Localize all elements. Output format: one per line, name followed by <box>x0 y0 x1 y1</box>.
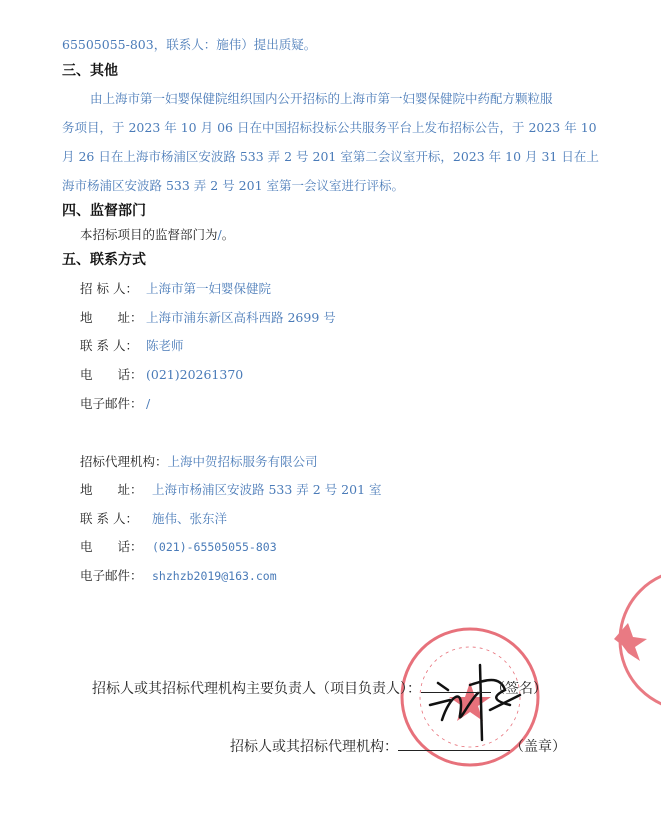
section4-heading: 四、监督部门 <box>62 203 146 219</box>
row-label: 地 址： <box>80 310 143 325</box>
row-value: 上海中贺招标服务有限公司 <box>167 454 318 469</box>
seal-label: 招标人或其招标代理机构： <box>230 739 398 755</box>
signature-suffix: （签名） <box>491 681 547 697</box>
section3-line: 由上海市第一妇婴保健院组织国内公开招标的上海市第一妇婴保健院中药配方颗粒服 <box>90 91 553 106</box>
row-label: 招 标 人： <box>80 281 138 296</box>
section3-heading: 三、其他 <box>62 63 118 79</box>
row-value: (021)-65505055-803 <box>152 540 277 554</box>
signature-blank <box>421 680 491 693</box>
row-value: shzhzb2019@163.com <box>152 569 277 583</box>
seal-suffix: （盖章） <box>510 739 566 755</box>
section4-prefix: 本招标项目的监督部门为 <box>80 227 218 242</box>
section4-value: / <box>217 227 222 242</box>
row-value: (021)20261370 <box>146 367 244 382</box>
row-label: 电子邮件： <box>80 396 143 411</box>
row-label: 电 话： <box>80 539 143 554</box>
seal-line <box>230 736 566 756</box>
agency-name-row <box>80 452 318 470</box>
section4-text <box>80 225 234 243</box>
purchaser-address-row <box>80 308 336 326</box>
row-value: 上海市第一妇婴保健院 <box>146 281 272 296</box>
purchaser-email-row <box>80 394 150 412</box>
signature-line <box>92 678 547 698</box>
section4-suffix: 。 <box>221 227 235 242</box>
agency-address-row <box>80 480 382 498</box>
row-value: 上海市杨浦区安波路 533 弄 2 号 201 室 <box>152 482 382 497</box>
purchaser-phone-row <box>80 365 243 383</box>
section5-heading: 五、联系方式 <box>62 252 146 268</box>
row-label: 地 址： <box>80 482 143 497</box>
section3-line: 海市杨浦区安波路 533 弄 2 号 201 室第一会议室进行评标。 <box>62 178 405 193</box>
row-label: 电 话： <box>80 367 143 382</box>
partial-seal-stamp <box>600 565 661 715</box>
row-label: 联 系 人： <box>80 511 138 526</box>
agency-phone-row <box>80 537 277 555</box>
seal-blank <box>398 738 510 751</box>
row-value: 施伟、张东洋 <box>152 511 228 526</box>
row-value: 陈老师 <box>146 338 184 353</box>
section3-line: 务项目，于 2023 年 10 月 06 日在中国招标投标公共服务平台上发布招标公告，于 2023 年 10 <box>62 120 597 135</box>
intro-line: 65505055-803，联系人：施伟）提出质疑。 <box>62 37 317 52</box>
purchaser-contact-row <box>80 336 184 354</box>
signature-label: 招标人或其招标代理机构主要负责人（项目负责人）： <box>92 681 421 697</box>
row-value: / <box>146 396 151 411</box>
agency-email-row <box>80 566 277 584</box>
row-label: 电子邮件： <box>80 568 143 583</box>
purchaser-name-row <box>80 279 271 297</box>
section3-line: 月 26 日在上海市杨浦区安波路 533 弄 2 号 201 室第二会议室开标，2023 年 10 月 31 日在上 <box>62 149 599 164</box>
row-label: 招标代理机构： <box>80 454 168 469</box>
row-value: 上海市浦东新区高科西路 2699 号 <box>146 310 336 325</box>
row-label: 联 系 人： <box>80 338 138 353</box>
agency-contact-row <box>80 509 227 527</box>
